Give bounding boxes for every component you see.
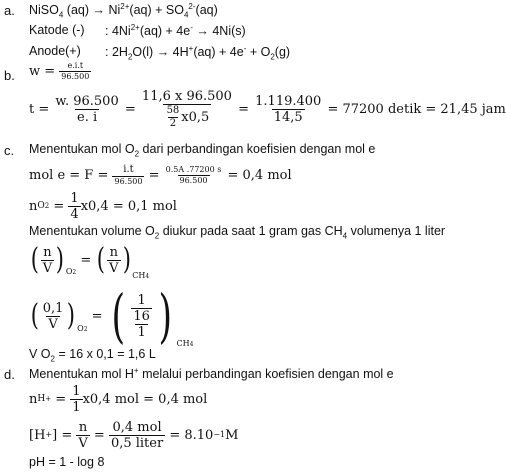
time-result: = 77200 detik = 21,45 jam	[327, 101, 506, 117]
h-concentration-formula: [H + ] = $\frac{n}{V}$ = $\frac{\text{0,4 mol}}{\text{0,5 liter}}$ = 8.10 −1 M	[29, 419, 239, 451]
mol-o2-formula: n O 2 = $\frac{1}{4}$ x0,4 = 0,1 mol	[29, 190, 177, 222]
anode-equation: : $2H_2O(l) \to 4H^+(aq) + 4e^- + O_2(g)$	[105, 44, 291, 62]
mol-h-fraction: $\frac{1}{1}$	[72, 383, 81, 415]
ph-result: pH = 1 - log 8	[29, 455, 105, 469]
volume-o2-intro: Menentukan volume $O_2$ diukur pada saat 1 gram gas $CH_4$ volumenya 1 liter	[29, 224, 446, 241]
mol-e-fraction-1: $\frac{i.t}{96.500}$	[114, 163, 143, 186]
part-c-label: c.	[4, 143, 15, 158]
anode-reaction	[29, 45, 81, 58]
katode-equation: : $4Ni^{2+}(aq) + 4e^- \to 4Ni(s)$	[105, 23, 246, 39]
concentration-fraction-2: $\frac{\text{0,4 mol}}{\text{0,5 liter}}$	[110, 419, 164, 451]
nickel-dissociation-equation: NiSO$_4$ $(aq) \to Ni^{2+}(aq) + SO_4^{2-}(aq)$	[29, 2, 218, 20]
time-formula: t = $\frac{w. 96.500}{e. i}$ = 11,6 x 96.500 $\frac{58}{2}$ x0,5 = $\frac{1.119.400}{14,5}$ = 77200 detik = 21,45 jam	[29, 88, 506, 129]
time-fraction-3: $\frac{1.119.400}{14,5}$	[255, 93, 322, 125]
volume-o2-result: V $O_2 = 16$ x 0,1 = 1,6 L	[29, 347, 156, 364]
mol-h-intro: Menentukan mol H+ melalui perbandingan koefisien dengan mol e	[29, 366, 394, 382]
katode-label: Katode (-)	[29, 23, 85, 37]
anode-label: Anode(+)	[29, 44, 81, 58]
ratio-equation-2: ( $\frac{0,1}{V}$ ) O2 = ( $\frac{\frac{1}{16}}{1}$ ) CH4	[30, 281, 194, 350]
mass-formula: w = $\frac{e.i.t}{96.500}$	[29, 61, 90, 81]
mol-o2-fraction: $\frac{1}{4}$	[70, 190, 79, 222]
katode-reaction	[29, 24, 85, 37]
mol-h-formula: n H + = $\frac{1}{1}$ x0,4 mol = 0,4 mol	[29, 383, 208, 415]
part-d-label: d.	[4, 367, 15, 382]
mol-o2-intro: Menentukan mol $O_2$ dari perbandingan koefisien dengan mol e	[29, 142, 376, 159]
mol-electron-formula: mol e = F = $\frac{i.t}{96.500}$ = $\frac{0.5A .77200 s}{96.500}$ = 0,4 mol	[29, 163, 292, 186]
concentration-fraction-1: $\frac{n}{V}$	[78, 419, 88, 451]
part-b-label: b.	[4, 68, 15, 83]
time-fraction-2: 11,6 x 96.500 $\frac{58}{2}$ x0,5	[141, 88, 232, 129]
time-fraction-1: $\frac{w. 96.500}{e. i}$	[55, 93, 119, 125]
mass-fraction: $\frac{e.i.t}{96.500}$	[61, 61, 90, 81]
ratio-equation-1: ( $\frac{n}{V}$ ) O2 = ( $\frac{n}{V}$ ) CH4	[30, 242, 150, 280]
mol-e-fraction-2: $\frac{0.5A .77200 s}{96.500}$	[165, 164, 222, 185]
part-a-label: a.	[4, 3, 15, 18]
